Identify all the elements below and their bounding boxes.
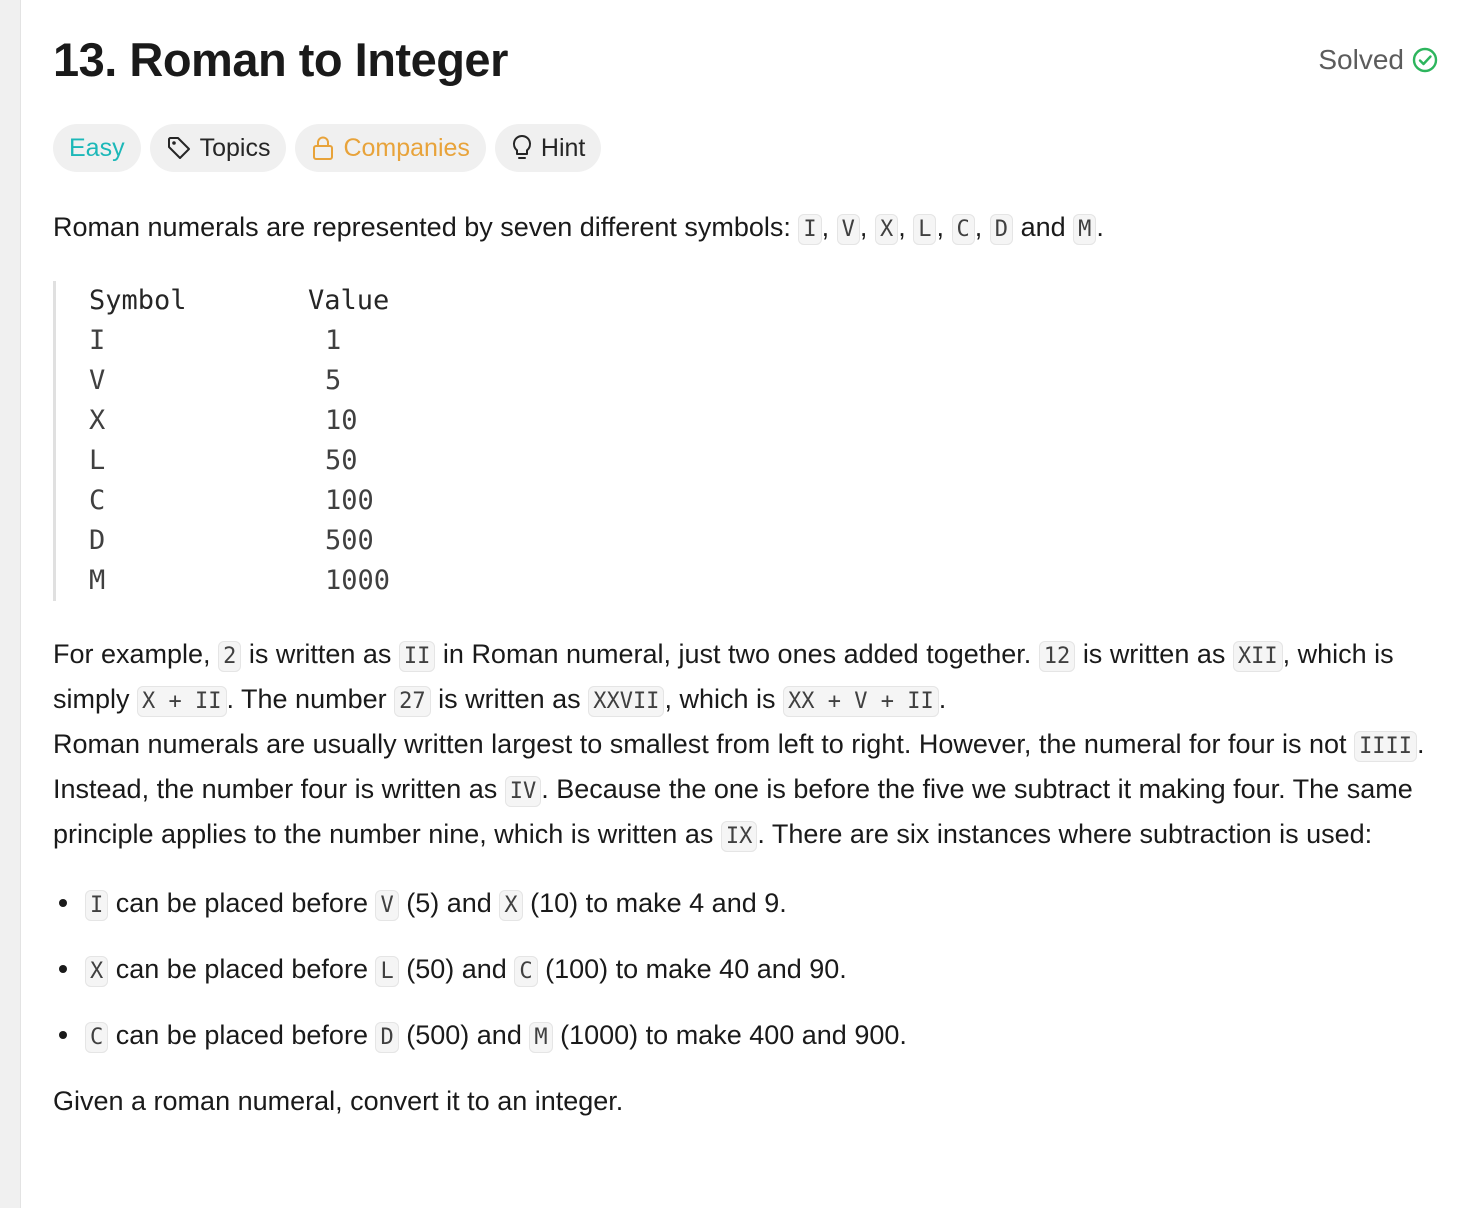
inline-code: I [85,890,108,921]
table-cell-symbol: C [89,485,106,516]
rule-text: can be placed before [115,954,368,984]
table-header-value: Value [308,285,390,316]
subtraction-paragraph [53,723,1438,858]
inline-code: 27 [394,686,431,717]
example-text: , which is simply [53,639,1394,714]
bullet [59,899,67,907]
companies-button[interactable] [295,124,485,172]
rule-text: (5) and [406,888,492,918]
tag-chips [53,124,1438,172]
table-row [89,441,1438,481]
subtraction-text: . Because the one is before the five we subtract it making four. The same principle applies to the number nine, which is written as [53,774,1413,849]
topics-label: Topics [199,133,271,162]
table-row [89,361,1438,401]
table-row [89,481,1438,521]
table-row [89,521,1438,561]
intro-text: Roman numerals are represented by seven different symbols: [53,212,791,242]
separator: , [936,212,944,242]
example-text: is written as [248,639,392,669]
symbol-value-table [53,281,1438,601]
example-paragraph [53,633,1438,723]
inline-code: V [375,890,398,921]
inline-code: X [85,956,108,987]
subtraction-text: . Instead, the number four is written as [53,729,1425,804]
table-cell-value: 5 [325,365,342,396]
table-cell-value: 500 [325,525,374,556]
rule-text: (500) and [406,1020,522,1050]
table-cell-value: 1 [325,325,342,356]
hint-button[interactable] [495,124,601,172]
example-text: . [938,684,947,714]
table-row [89,401,1438,441]
inline-code: C [514,956,537,987]
lock-icon [311,135,335,161]
inline-code: D [375,1022,398,1053]
inline-code: 2 [218,641,241,672]
title-row [53,0,1438,124]
table-cell-value: 50 [325,445,358,476]
symbol-code: M [1073,214,1096,245]
symbol-code: V [837,214,860,245]
left-panel-edge [0,0,21,1208]
conjunction: and [1020,212,1066,242]
rule-text: can be placed before [115,1020,368,1050]
inline-code: M [529,1022,552,1053]
solved-label: Solved [1318,44,1404,75]
hint-label: Hint [540,133,586,162]
subtraction-text: Roman numerals are usually written largest to smallest from left to right. However, the numeral for four is not [53,729,1347,759]
table-cell-symbol: I [89,325,106,356]
example-text: For example, [53,639,211,669]
rule-text: can be placed before [115,888,368,918]
example-text: , which is [664,684,776,714]
symbol-code: C [952,214,975,245]
inline-code: II [399,641,436,672]
list-item [53,882,1438,924]
example-text: is written as [1082,639,1226,669]
subtraction-text: . There are six instances where subtraction is used: [757,819,1373,849]
inline-code: XXVII [588,686,664,717]
rule-text: (50) and [406,954,507,984]
difficulty-label: Easy [69,133,125,162]
check-circle-icon [1412,47,1438,73]
rule-text: (10) to make 4 and 9. [530,888,787,918]
inline-code: X [499,890,522,921]
inline-code: IX [721,821,758,852]
separator: , [859,212,868,242]
table-cell-symbol: L [89,445,106,476]
topics-button[interactable] [150,124,287,172]
table-cell-value: 10 [325,405,358,436]
symbol-code: I [798,214,821,245]
inline-code: IV [505,776,542,807]
rule-text: (100) to make 40 and 90. [545,954,847,984]
inline-code: 12 [1039,641,1076,672]
period: . [1096,212,1104,242]
inline-code: L [375,956,398,987]
list-item [53,1014,1438,1056]
conclusion-paragraph: Given a roman numeral, convert it to an integer. [53,1086,624,1116]
symbol-code: D [990,214,1013,245]
example-text: is written as [438,684,581,714]
table-row [89,321,1438,361]
table-cell-value: 100 [325,485,374,516]
tag-icon [166,135,192,161]
inline-code: X + II [137,686,226,717]
companies-label: Companies [343,133,470,162]
separator: , [821,212,830,242]
table-header-row [89,281,1438,321]
separator: , [898,212,906,242]
table-cell-symbol: D [89,525,106,556]
problem-description [53,0,1438,1122]
solved-status [1318,44,1438,76]
symbol-code: L [913,214,936,245]
example-text: . The number [226,684,387,714]
bullet [59,1031,67,1039]
symbol-code: X [875,214,898,245]
table-header-symbol: Symbol [89,285,187,316]
table-cell-symbol: X [89,405,106,436]
lightbulb-icon [511,134,533,162]
bullet [59,965,67,973]
table-row [89,561,1438,601]
table-cell-symbol: V [89,365,106,396]
problem-title[interactable]: 13. Roman to Integer [53,33,508,86]
rule-text: (1000) to make 400 and 900. [560,1020,907,1050]
inline-code: C [85,1022,108,1053]
list-item [53,948,1438,990]
difficulty-badge [53,124,141,172]
example-text: in Roman numeral, just two ones added together. [442,639,1032,669]
table-cell-symbol: M [89,565,106,596]
subtraction-rules-list [53,882,1438,1056]
table-cell-value: 1000 [325,565,391,596]
inline-code: XX + V + II [783,686,939,717]
intro-paragraph [53,206,1438,251]
inline-code: IIII [1354,731,1417,762]
inline-code: XII [1233,641,1283,672]
separator: , [974,212,983,242]
